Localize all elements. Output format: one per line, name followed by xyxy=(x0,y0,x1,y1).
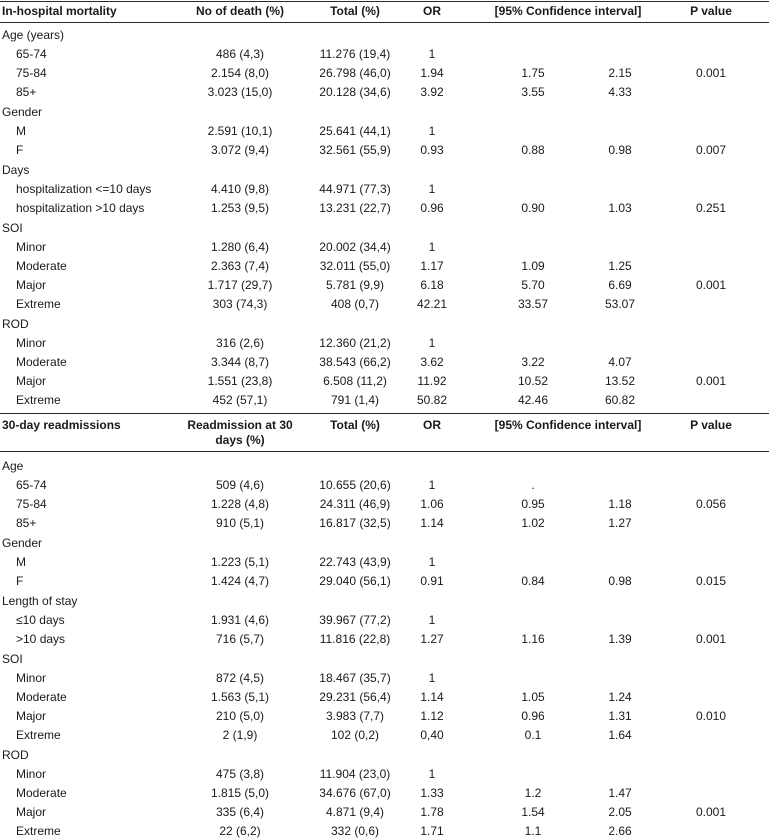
cell-p: 0.001 xyxy=(695,374,727,388)
cell-or: 6.18 xyxy=(420,278,444,292)
cell-total: 39.967 (77,2) xyxy=(319,613,391,627)
cell-total: 408 (0,7) xyxy=(330,297,380,311)
cell-or: 1.06 xyxy=(420,497,444,511)
cell-lo: 1.1 xyxy=(524,824,542,838)
group-label: Days xyxy=(2,163,30,177)
table-row xyxy=(0,726,769,744)
cell-n: 452 (57,1) xyxy=(212,393,268,407)
table-row xyxy=(0,276,769,294)
cell-lo: 1.02 xyxy=(521,516,545,530)
header-rule xyxy=(0,22,769,23)
cell-or: 1.27 xyxy=(420,632,444,646)
cell-or: 1.71 xyxy=(420,824,444,838)
cell-lo: 0.88 xyxy=(521,143,545,157)
readmission-header-cell: 30-day readmissions xyxy=(2,418,121,432)
section-divider-rule xyxy=(0,413,769,414)
cell-or: 1 xyxy=(428,336,436,350)
cell-or: 1.78 xyxy=(420,805,444,819)
cell-lo: 3.22 xyxy=(521,355,545,369)
mortality-header-cell: OR xyxy=(423,4,441,18)
readmission-header-cell: [95% Confidence interval] xyxy=(494,418,642,432)
readmission-header-cell: OR xyxy=(423,418,441,432)
cell-n: 1.280 (6,4) xyxy=(210,240,270,254)
cell-lo: 0.95 xyxy=(521,497,545,511)
table-row xyxy=(0,372,769,390)
cell-n: 316 (2,6) xyxy=(215,336,265,350)
row-label: Major xyxy=(16,709,47,723)
cell-or: 1.94 xyxy=(420,66,444,80)
cell-hi: 1.31 xyxy=(608,709,632,723)
cell-total: 11.904 (23,0) xyxy=(319,767,391,781)
cell-lo: 10.52 xyxy=(517,374,549,388)
table-row xyxy=(0,45,769,63)
cell-total: 6.508 (11,2) xyxy=(323,374,387,388)
table-row xyxy=(0,83,769,101)
cell-or: 3.92 xyxy=(420,85,444,99)
table-row xyxy=(0,630,769,648)
cell-n: 4.410 (9,8) xyxy=(210,182,270,196)
cell-n: 716 (5,7) xyxy=(215,632,265,646)
cell-total: 18.467 (35,7) xyxy=(319,671,391,685)
table-row xyxy=(0,495,769,513)
cell-total: 10.655 (20,6) xyxy=(319,478,391,492)
row-label: 75-84 xyxy=(16,66,47,80)
cell-n: 1.253 (9,5) xyxy=(210,201,270,215)
cell-or: 1 xyxy=(428,47,436,61)
cell-hi: 1.39 xyxy=(608,632,632,646)
cell-total: 11.816 (22,8) xyxy=(319,632,391,646)
cell-lo: 1.05 xyxy=(521,690,545,704)
cell-or: 1 xyxy=(428,182,436,196)
table-row xyxy=(0,180,769,198)
cell-total: 102 (0,2) xyxy=(330,728,380,742)
cell-hi: 1.18 xyxy=(608,497,632,511)
cell-p: 0.010 xyxy=(695,709,727,723)
row-label: Moderate xyxy=(16,690,67,704)
row-label: Moderate xyxy=(16,259,67,273)
table-row xyxy=(0,257,769,275)
cell-n: 210 (5,0) xyxy=(215,709,265,723)
row-label: M xyxy=(16,555,26,569)
cell-p: 0.007 xyxy=(695,143,727,157)
cell-total: 16.817 (32,5) xyxy=(319,516,391,530)
header-rule xyxy=(0,451,769,452)
cell-n: 2.154 (8,0) xyxy=(210,66,270,80)
cell-hi: 2.05 xyxy=(608,805,632,819)
group-label: ROD xyxy=(2,317,29,331)
cell-lo: 0.90 xyxy=(521,201,545,215)
group-label: SOI xyxy=(2,221,23,235)
cell-lo: 33.57 xyxy=(517,297,549,311)
cell-p: 0.251 xyxy=(695,201,727,215)
table-row xyxy=(0,765,769,783)
cell-lo: 0.84 xyxy=(521,574,545,588)
row-label: Extreme xyxy=(16,728,61,742)
table-row xyxy=(0,514,769,532)
mortality-header-row xyxy=(0,2,769,20)
cell-hi: 1.64 xyxy=(608,728,632,742)
cell-hi: 6.69 xyxy=(608,278,632,292)
cell-total: 29.231 (56,4) xyxy=(319,690,391,704)
row-label: Minor xyxy=(16,767,47,781)
mortality-header-cell: No of death (%) xyxy=(196,4,284,18)
cell-lo: 5.70 xyxy=(521,278,545,292)
mortality-header-cell: Total (%) xyxy=(330,4,380,18)
cell-total: 22.743 (43,9) xyxy=(319,555,391,569)
row-label: Major xyxy=(16,805,47,819)
cell-lo: 1.75 xyxy=(521,66,545,80)
cell-hi: 1.03 xyxy=(608,201,632,215)
table-row xyxy=(0,784,769,802)
row-label: Extreme xyxy=(16,824,61,838)
cell-total: 24.311 (46,9) xyxy=(319,497,391,511)
row-label: F xyxy=(16,574,24,588)
cell-lo: 1.09 xyxy=(521,259,545,273)
cell-total: 3.983 (7,7) xyxy=(325,709,385,723)
group-label: Gender xyxy=(2,536,43,550)
table-row xyxy=(0,688,769,706)
cell-n: 2.591 (10,1) xyxy=(207,124,273,138)
cell-hi: 2.66 xyxy=(608,824,632,838)
table-row xyxy=(0,822,769,840)
row-label: hospitalization <=10 days xyxy=(16,182,152,196)
cell-hi: 2.15 xyxy=(608,66,632,80)
row-label: 85+ xyxy=(16,85,37,99)
row-label: Minor xyxy=(16,240,47,254)
group-label-row xyxy=(0,457,769,475)
cell-n: 1.717 (29,7) xyxy=(207,278,273,292)
group-label-row xyxy=(0,26,769,44)
group-label: Length of stay xyxy=(2,594,78,608)
row-label: Minor xyxy=(16,671,47,685)
table-row xyxy=(0,553,769,571)
row-label: ≤10 days xyxy=(16,613,65,627)
row-label: Minor xyxy=(16,336,47,350)
cell-p: 0.001 xyxy=(695,632,727,646)
cell-n: 509 (4,6) xyxy=(215,478,265,492)
cell-n: 1.424 (4,7) xyxy=(210,574,270,588)
group-label-row xyxy=(0,161,769,179)
table-row xyxy=(0,391,769,409)
group-label-row xyxy=(0,534,769,552)
cell-hi: 1.24 xyxy=(608,690,632,704)
cell-n: 1.551 (23,8) xyxy=(207,374,273,388)
table-row xyxy=(0,669,769,687)
cell-total: 29.040 (56,1) xyxy=(319,574,391,588)
cell-total: 4.871 (9,4) xyxy=(325,805,385,819)
row-label: F xyxy=(16,143,24,157)
cell-lo: 42.46 xyxy=(517,393,549,407)
cell-total: 32.561 (55,9) xyxy=(319,143,391,157)
cell-p: 0.001 xyxy=(695,66,727,80)
cell-hi: 0.98 xyxy=(608,143,632,157)
row-label: hospitalization >10 days xyxy=(16,201,145,215)
cell-n: 22 (6,2) xyxy=(219,824,261,838)
cell-total: 26.798 (46,0) xyxy=(319,66,391,80)
table-row xyxy=(0,141,769,159)
cell-total: 332 (0,6) xyxy=(330,824,380,838)
cell-n: 3.072 (9,4) xyxy=(210,143,270,157)
cell-hi: 13.52 xyxy=(604,374,636,388)
cell-or: 1.12 xyxy=(420,709,444,723)
row-label: Moderate xyxy=(16,786,67,800)
cell-p: 0.056 xyxy=(695,497,727,511)
cell-n: 335 (6,4) xyxy=(215,805,265,819)
readmission-header-cell: Readmission at 30 days (%) xyxy=(187,418,293,447)
row-label: M xyxy=(16,124,26,138)
cell-total: 38.543 (66,2) xyxy=(319,355,391,369)
cell-total: 13.231 (22,7) xyxy=(319,201,391,215)
cell-or: 1 xyxy=(428,613,436,627)
group-label-row xyxy=(0,219,769,237)
cell-lo: 1.16 xyxy=(521,632,545,646)
cell-hi: 53.07 xyxy=(604,297,636,311)
mortality-header-cell: In-hospital mortality xyxy=(2,4,117,18)
group-label: Age xyxy=(2,459,24,473)
cell-or: 1 xyxy=(428,124,436,138)
cell-total: 12.360 (21,2) xyxy=(319,336,391,350)
row-label: Extreme xyxy=(16,393,61,407)
cell-lo: 3.55 xyxy=(521,85,545,99)
cell-or: 1.14 xyxy=(420,690,444,704)
cell-total: 11.276 (19,4) xyxy=(319,47,391,61)
table-row xyxy=(0,334,769,352)
cell-lo: . xyxy=(531,478,535,492)
cell-hi: 60.82 xyxy=(604,393,636,407)
row-label: Major xyxy=(16,374,47,388)
group-label: Gender xyxy=(2,105,43,119)
table-row xyxy=(0,707,769,725)
cell-n: 1.563 (5,1) xyxy=(210,690,270,704)
table-row xyxy=(0,572,769,590)
cell-hi: 4.33 xyxy=(608,85,632,99)
cell-p: 0.001 xyxy=(695,805,727,819)
cell-hi: 1.25 xyxy=(608,259,632,273)
cell-total: 32.011 (55,0) xyxy=(319,259,391,273)
cell-total: 791 (1,4) xyxy=(330,393,380,407)
table-row xyxy=(0,122,769,140)
table-row xyxy=(0,476,769,494)
cell-hi: 0.98 xyxy=(608,574,632,588)
mortality-header-cell: [95% Confidence interval] xyxy=(494,4,642,18)
table-row xyxy=(0,199,769,217)
cell-or: 0,40 xyxy=(420,728,444,742)
table-row xyxy=(0,611,769,629)
readmission-header-cell: Total (%) xyxy=(330,418,380,432)
cell-or: 1.14 xyxy=(420,516,444,530)
cell-n: 910 (5,1) xyxy=(215,516,265,530)
group-label-row xyxy=(0,746,769,764)
cell-total: 44.971 (77,3) xyxy=(319,182,391,196)
cell-or: 42.21 xyxy=(416,297,448,311)
group-label-row xyxy=(0,592,769,610)
cell-n: 872 (4,5) xyxy=(215,671,265,685)
row-label: 65-74 xyxy=(16,47,47,61)
cell-n: 2.363 (7,4) xyxy=(210,259,270,273)
cell-n: 475 (3,8) xyxy=(215,767,265,781)
cell-or: 1 xyxy=(428,671,436,685)
cell-n: 303 (74,3) xyxy=(212,297,268,311)
cell-or: 1 xyxy=(428,555,436,569)
cell-lo: 0.96 xyxy=(521,709,545,723)
row-label: 85+ xyxy=(16,516,37,530)
cell-total: 20.002 (34,4) xyxy=(319,240,391,254)
table-row xyxy=(0,803,769,821)
cell-total: 20.128 (34,6) xyxy=(319,85,391,99)
row-label: Moderate xyxy=(16,355,67,369)
cell-total: 25.641 (44,1) xyxy=(319,124,391,138)
cell-hi: 4.07 xyxy=(608,355,632,369)
cell-or: 1 xyxy=(428,767,436,781)
cell-lo: 0.1 xyxy=(524,728,542,742)
readmission-header-cell: P value xyxy=(690,418,732,432)
cell-n: 3.023 (15,0) xyxy=(207,85,273,99)
table-row xyxy=(0,238,769,256)
group-label: SOI xyxy=(2,652,23,666)
group-label-row xyxy=(0,315,769,333)
table-row xyxy=(0,353,769,371)
cell-or: 1 xyxy=(428,478,436,492)
row-label: Extreme xyxy=(16,297,61,311)
row-label: >10 days xyxy=(16,632,66,646)
row-label: 65-74 xyxy=(16,478,47,492)
cell-n: 2 (1,9) xyxy=(222,728,258,742)
row-label: Major xyxy=(16,278,47,292)
cell-n: 1.228 (4,8) xyxy=(210,497,270,511)
cell-total: 5.781 (9,9) xyxy=(325,278,385,292)
cell-total: 34.676 (67,0) xyxy=(319,786,391,800)
group-label-row xyxy=(0,103,769,121)
cell-n: 3.344 (8,7) xyxy=(210,355,270,369)
cell-or: 0.93 xyxy=(420,143,444,157)
cell-hi: 1.27 xyxy=(608,516,632,530)
cell-or: 1.33 xyxy=(420,786,444,800)
cell-p: 0.015 xyxy=(695,574,727,588)
cell-or: 11.92 xyxy=(417,374,447,388)
cell-or: 1 xyxy=(428,240,436,254)
cell-or: 50.82 xyxy=(416,393,448,407)
cell-n: 1.931 (4,6) xyxy=(210,613,270,627)
cell-lo: 1.2 xyxy=(524,786,542,800)
mortality-header-cell: P value xyxy=(690,4,732,18)
cell-or: 0.96 xyxy=(420,201,444,215)
cell-n: 1.223 (5,1) xyxy=(210,555,270,569)
table-row xyxy=(0,295,769,313)
group-label-row xyxy=(0,650,769,668)
table-row xyxy=(0,64,769,82)
cell-hi: 1.47 xyxy=(608,786,632,800)
group-label: Age (years) xyxy=(2,28,65,42)
cell-n: 1.815 (5,0) xyxy=(210,786,270,800)
cell-or: 1.17 xyxy=(420,259,444,273)
cell-p: 0.001 xyxy=(695,278,727,292)
readmission-header-row xyxy=(0,418,769,450)
cell-lo: 1.54 xyxy=(521,805,545,819)
cell-or: 0.91 xyxy=(420,574,444,588)
row-label: 75-84 xyxy=(16,497,47,511)
group-label: ROD xyxy=(2,748,29,762)
cell-n: 486 (4,3) xyxy=(215,47,265,61)
cell-or: 3.62 xyxy=(420,355,444,369)
